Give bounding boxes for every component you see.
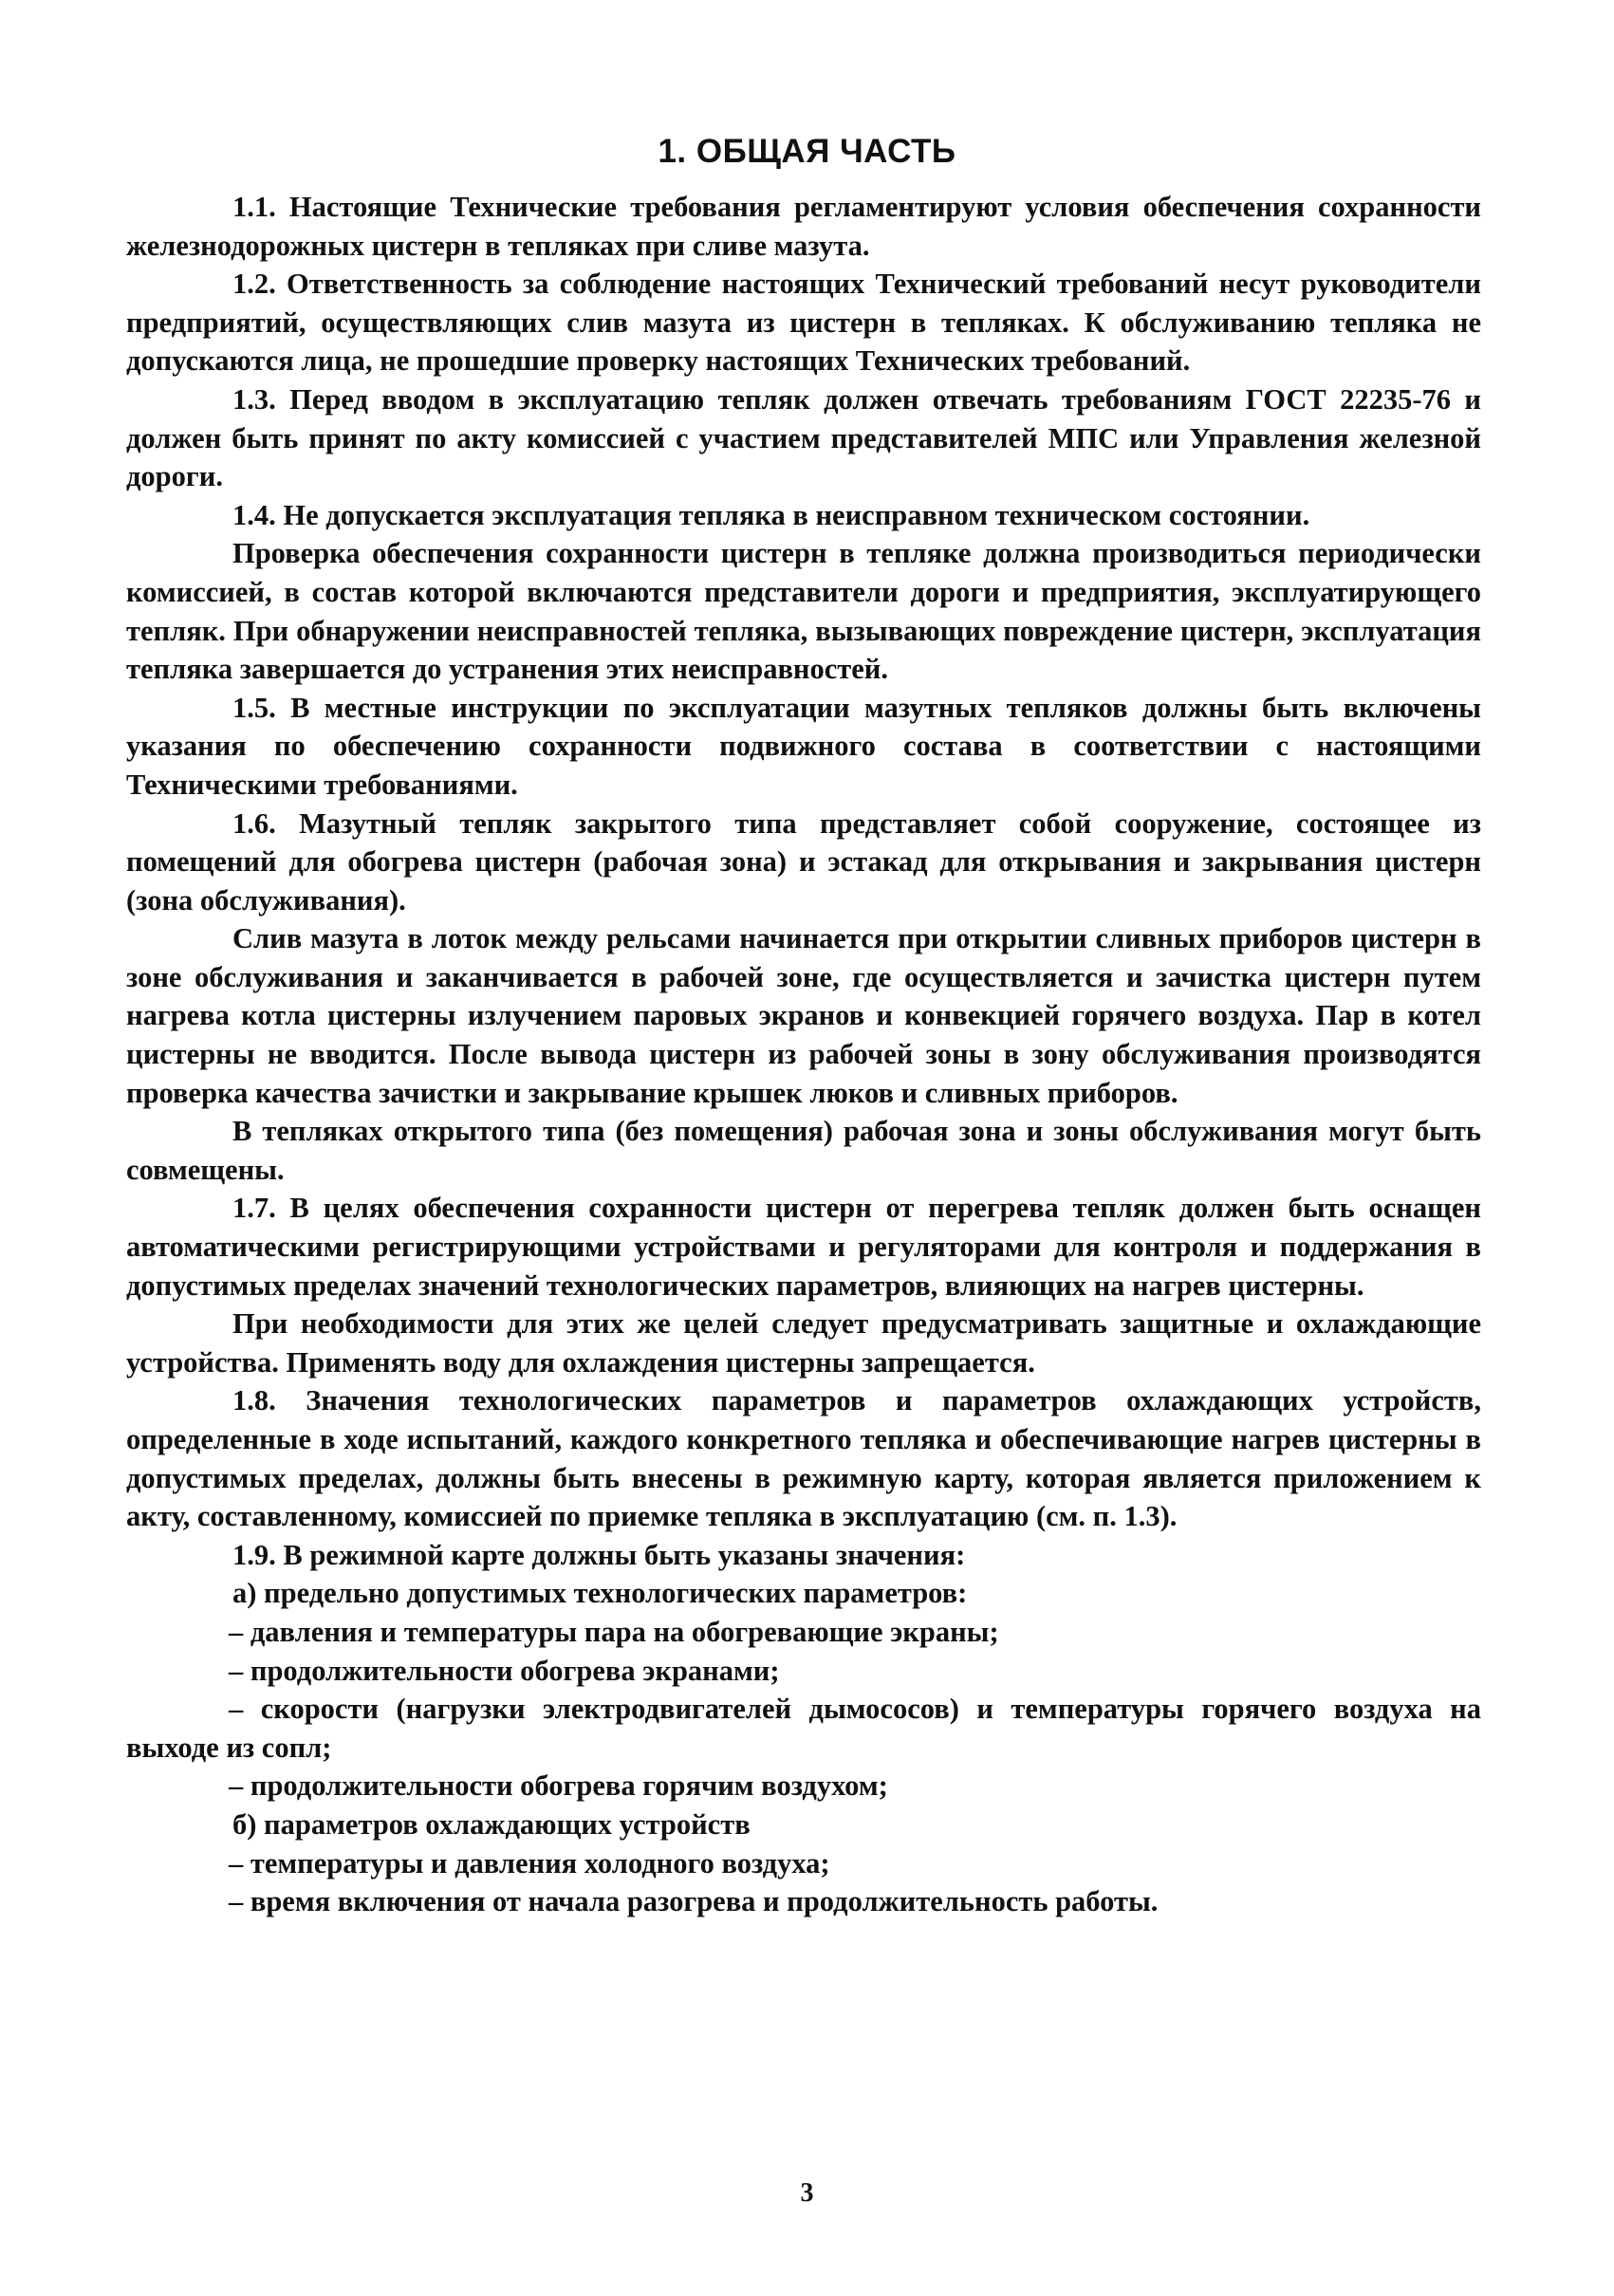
list-item: – время включения от начала разогрева и продолжительность работы.	[229, 1885, 1159, 1918]
list-item: – температуры и давления холодного воздуха;	[229, 1846, 830, 1879]
paragraph-1-6: 1.6. Мазутный тепляк закрытого типа представляет собой сооружение, состоящее из помещений для обогрева цистерн (рабочая зона) и эстакад для открывания и закрывания цистерн (зона обслуживания).	[126, 806, 1481, 917]
paragraph-1-3: 1.3. Перед вводом в эксплуатацию тепляк должен отвечать требованиям ГОСТ 22235-76 и должен быть принят по акту комиссией с участием представителей МПС или Управления железной дороги.	[126, 382, 1481, 493]
paragraph-inspection: Проверка обеспечения сохранности цистерн в тепляке должна производиться периодически комиссией, в состав которой включаются представители дороги и предприятия, эксплуатирующего тепляк. При обнаружении неисправностей тепляка, вызывающих повреждение цистерн, эксплуатация тепляка завершается до устранения этих неисправностей.	[126, 537, 1481, 686]
paragraph-1-4: 1.4. Не допускается эксплуатация тепляка в неисправном техническом состоянии.	[232, 498, 1310, 531]
document-body	[126, 188, 1481, 1921]
list-intro: 1.9. В режимной карте должны быть указаны значения:	[232, 1538, 966, 1571]
list-a-heading: а) предельно допустимых технологических параметров:	[232, 1577, 968, 1610]
paragraph-open-type: В тепляках открытого типа (без помещения) рабочая зона и зоны обслуживания могут быть совмещены.	[126, 1115, 1481, 1186]
page-number: 3	[800, 2178, 814, 2208]
list-item: – давления и температуры пара на обогревающие экраны;	[229, 1615, 999, 1648]
list-item: – продолжительности обогрева горячим воздухом;	[229, 1769, 888, 1803]
paragraph-cooling: При необходимости для этих же целей следует предусматривать защитные и охлаждающие устройства. Применять воду для охлаждения цистерны запрещается.	[126, 1307, 1481, 1379]
paragraph-1-8: 1.8. Значения технологических параметров и параметров охлаждающих устройств, определенные в ходе испытаний, каждого конкретного тепляка и обеспечивающие нагрев цистерны в допустимых пределах, должны быть внесены в режимную карту, которая является приложением к акту, составленному, комиссией по приемке тепляка в эксплуатацию (см. п. 1.3).	[126, 1384, 1481, 1533]
list-item: – продолжительности обогрева экранами;	[229, 1654, 780, 1687]
paragraph-drain: Слив мазута в лоток между рельсами начинается при открытии сливных приборов цистерн в зоне обслуживания и заканчивается в рабочей зоне, где осуществляется и зачистка цистерн путем нагрева котла цистерны излучением паровых экранов и конвекцией горячего воздуха. Пар в котел цистерны не вводится. После вывода цистерн из рабочей зоны в зону обслуживания производятся проверка качества зачистки и закрывание крышек люков и сливных приборов.	[126, 922, 1481, 1109]
paragraph-1-5: 1.5. В местные инструкции по эксплуатации мазутных тепляков должны быть включены указания по обеспечению сохранности подвижного состава в соответствии с настоящими Техническими требованиями.	[126, 691, 1481, 801]
paragraph-1-2: 1.2. Ответственность за соблюдение настоящих Технический требований несут руководители предприятий, осуществляющих слив мазута из цистерн в тепляках. К обслуживанию тепляка не допускаются лица, не прошедшие проверку настоящих Технических требований.	[126, 268, 1481, 378]
section-title: 1. ОБЩАЯ ЧАСТЬ	[658, 133, 956, 170]
paragraph-1-1: 1.1. Настоящие Технические требования регламентируют условия обеспечения сохранности железнодорожных цистерн в тепляках при сливе мазута.	[126, 191, 1481, 262]
list-item: – скорости (нагрузки электродвигателей дымососов) и температуры горячего воздуха на выходе из сопл;	[126, 1693, 1481, 1764]
paragraph-1-7: 1.7. В целях обеспечения сохранности цистерн от перегрева тепляк должен быть оснащен автоматическими регистрирующими устройствами и регуляторами для контроля и поддержания в допустимых пределах значений технологических параметров, влияющих на нагрев цистерны.	[126, 1192, 1481, 1302]
list-b-heading: б) параметров охлаждающих устройств	[232, 1807, 751, 1841]
